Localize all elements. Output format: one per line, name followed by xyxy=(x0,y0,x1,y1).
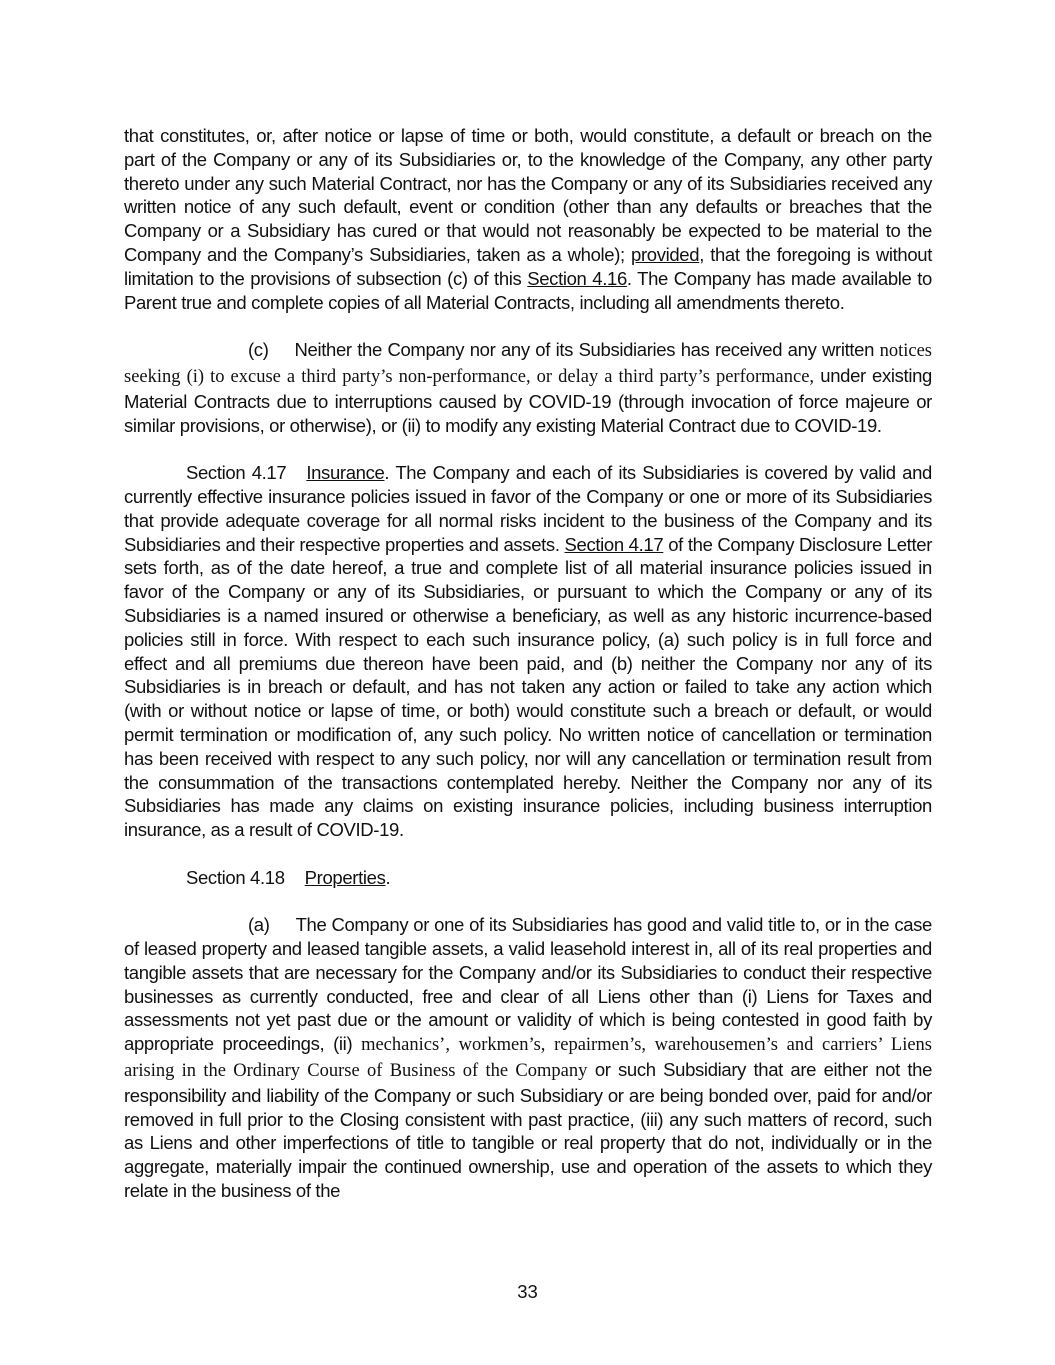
section-number: Section 4.17 xyxy=(186,462,287,484)
section-title: Properties xyxy=(304,866,386,888)
paragraph-text: or such Subsidiary that are either not the responsibility and liability of the Company or such Subsidiary or are being bonded over, paid for and/or removed in full prior to the Closing consistent with past practice, (iii) any such matters of record, such as Liens and other imperfections of title to tangible or real property that do not, individually or in the aggregate, materially impair the continued ownership, use and operation of the assets to which they relate in the business of the xyxy=(124,1059,933,1202)
heading-period: . xyxy=(385,866,391,888)
subsection-c xyxy=(124,338,932,437)
paragraph-text: notices seeking (i) to excuse a third party’s non-performance, or delay a third party’s performance, xyxy=(124,341,932,387)
document-body xyxy=(124,124,932,1203)
subsection-label: (a) xyxy=(248,914,270,936)
section-reference: Section 4.16 xyxy=(527,267,627,289)
section-title: Insurance xyxy=(306,462,385,484)
section-number: Section 4.18 xyxy=(186,866,285,888)
paragraph-text: . The Company and each of its Subsidiaries is covered by valid and currently effective insurance policies issued in favor of the Company or one or more of its Subsidiaries that provide adequate coverage for all normal risks incident to the business of the Company and its Subsidiaries and their respective properties and assets. xyxy=(124,462,932,555)
section-reference: Section 4.17 xyxy=(564,533,664,555)
subsection-label: (c) xyxy=(248,339,269,361)
paragraph-text: mechanics’, workmen’s, repairmen’s, warehousemen’s and carriers’ Liens arising in the Ordinary Course of Business of the Company xyxy=(124,1035,932,1082)
paragraph-text: Neither the Company nor any of its Subsidiaries has received any written xyxy=(294,339,880,361)
section-4-17-insurance xyxy=(124,461,932,842)
paragraph-text: of the Company Disclosure Letter sets forth, as of the date hereof, a true and complete list of all material insurance policies issued in favor of the Company or any of its Subsidiaries, or pursuant to which the Company or any of its Subsidiaries is a named insured or otherwise a beneficiary, as well as any historic incurrence-based policies still in force. With respect to each such insurance policy, (a) such policy is in full force and effect and all premiums due thereon have been paid, and (b) neither the Company nor any of its Subsidiaries is in breach or default, and has not taken any action or failed to take any action which (with or without notice or lapse of time, or both) would constitute such a breach or default, or would permit termination or modification of, any such policy. No written notice of cancellation or termination has been received with respect to any such policy, nor will any cancellation or termination result from the consummation of the transactions contemplated hereby. Neither the Company nor any of its Subsidiaries has made any claims on existing insurance policies, including business interruption insurance, as a result of COVID-19. xyxy=(124,533,933,841)
paragraph-material-contract-default xyxy=(124,124,932,314)
page-number: 33 xyxy=(517,1281,538,1302)
subsection-a xyxy=(124,913,932,1203)
paragraph-text: . The Company has made available to Parent true and complete copies of all Material Contracts, including all amendments thereto. xyxy=(124,267,932,313)
paragraph-text: that constitutes, or, after notice or lapse of time or both, would constitute, a default or breach on the part of the Company or any of its Subsidiaries or, to the knowledge of the Company, any other party thereto under any such Material Contract, nor has the Company or any of its Subsidiaries received any written notice of any such default, event or condition (other than any defaults or breaches that the Company or a Subsidiary has cured or that would not reasonably be expected to be material to the Company and the Company’s Subsidiaries, taken as a whole); xyxy=(124,125,932,265)
paragraph-text: under existing Material Contracts due to interruptions caused by COVID-19 (through invocation of force majeure or similar provisions, or otherwise), or (ii) to modify any existing Material Contract due to COVID-19. xyxy=(124,364,932,436)
section-4-18-heading xyxy=(124,866,932,890)
provided-term: provided xyxy=(631,243,700,265)
paragraph-text: , that the foregoing is without limitation to the provisions of subsection (c) of this xyxy=(124,243,932,289)
paragraph-text: The Company or one of its Subsidiaries has good and valid title to, or in the case of leased property and leased tangible assets, a valid leasehold interest in, all of its real properties and tangible assets that are necessary for the Company and/or its Subsidiaries to conduct their respective businesses as currently conducted, free and clear of all Liens other than (i) Liens for Taxes and assessments not yet past due or the amount or validity of which is being contested in good faith by appropriate proceedings, (ii) xyxy=(124,914,932,1055)
